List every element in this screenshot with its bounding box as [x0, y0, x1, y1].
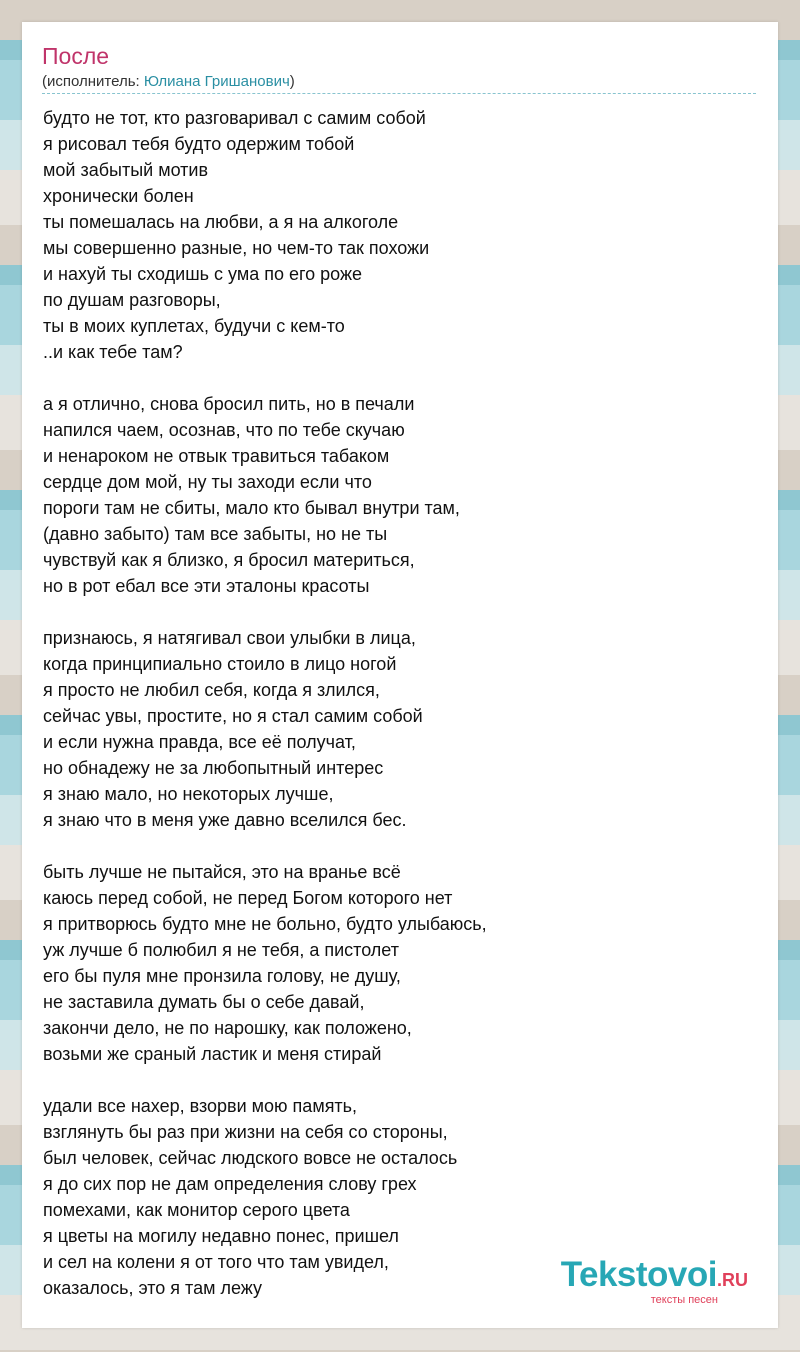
- lyric-line: оказалось, это я там лежу: [43, 1278, 263, 1298]
- lyric-line: я знаю мало, но некоторых лучше,: [43, 784, 334, 804]
- lyric-line: хронически болен: [43, 186, 194, 206]
- stanza-break: [43, 833, 758, 859]
- lyric-line: взглянуть бы раз при жизни на себя со стороны,: [43, 1122, 448, 1142]
- lyric-line: быть лучше не пытайся, это на вранье всё: [43, 862, 401, 882]
- lyric-line: я притворюсь будто мне не больно, будто улыбаюсь,: [43, 914, 487, 934]
- lyric-line: закончи дело, не по нарошку, как положено,: [43, 1018, 412, 1038]
- lyric-line: ..и как тебе там?: [43, 342, 183, 362]
- stanza-break: [43, 365, 758, 391]
- lyric-line: когда принципиально стоило в лицо ногой: [43, 654, 397, 674]
- lyric-line: я рисовал тебя будто одержим тобой: [43, 134, 355, 154]
- lyric-line: и если нужна правда, все её получат,: [43, 732, 356, 752]
- lyric-line: его бы пуля мне пронзила голову, не душу,: [43, 966, 401, 986]
- lyric-line: помехами, как монитор серого цвета: [43, 1200, 350, 1220]
- lyric-line: и ненароком не отвык травиться табаком: [43, 446, 390, 466]
- lyric-line: напился чаем, осознав, что по тебе скучаю: [43, 420, 405, 440]
- lyric-line: я знаю что в меня уже давно вселился бес.: [43, 810, 407, 830]
- lyric-line: и нахуй ты сходишь с ума по его роже: [43, 264, 363, 284]
- lyric-line: ты помешалась на любви, а я на алкоголе: [43, 212, 399, 232]
- lyrics-card: [22, 22, 778, 1328]
- artist-link[interactable]: Юлиана Гришанович: [143, 73, 290, 90]
- logo-tagline: тексты песен: [650, 1294, 718, 1306]
- lyric-line: уж лучше б полюбил я не тебя, а пистолет: [43, 940, 399, 960]
- lyric-line: сердце дом мой, ну ты заходи если что: [43, 472, 372, 492]
- lyric-line: мой забытый мотив: [43, 160, 209, 180]
- logo-tld: .RU: [717, 1270, 748, 1290]
- lyric-line: чувствуй как я близко, я бросил материться,: [43, 550, 415, 570]
- lyric-line: будто не тот, кто разговаривал с самим собой: [43, 108, 426, 128]
- logo-name: Tekstovoi: [560, 1255, 717, 1294]
- stanza-break: [43, 599, 758, 625]
- lyric-line: а я отлично, снова бросил пить, но в печали: [43, 394, 415, 414]
- lyric-line: (давно забыто) там все забыты, но не ты: [43, 524, 388, 544]
- lyric-line: был человек, сейчас людского вовсе не осталось: [43, 1148, 458, 1168]
- artist-line: [42, 73, 295, 91]
- lyric-line: не заставила думать бы о себе давай,: [43, 992, 365, 1012]
- lyric-line: я до сих пор не дам определения слову грех: [43, 1174, 417, 1194]
- lyric-line: ты в моих куплетах, будучи с кем-то: [43, 316, 345, 336]
- lyric-line: и сел на колени я от того что там увидел,: [43, 1252, 389, 1272]
- site-logo[interactable]: [561, 1257, 748, 1306]
- song-title: После: [42, 43, 110, 69]
- artist-prefix: (исполнитель:: [42, 73, 144, 90]
- lyric-line: каюсь перед собой, не перед Богом которого нет: [43, 888, 453, 908]
- lyric-line: но в рот ебал все эти эталоны красоты: [43, 576, 370, 596]
- title-divider: [42, 93, 756, 94]
- stanza-break: [43, 1067, 758, 1093]
- lyric-line: мы совершенно разные, но чем-то так похожи: [43, 238, 430, 258]
- lyric-line: сейчас увы, простите, но я стал самим собой: [43, 706, 423, 726]
- lyric-line: пороги там не сбиты, мало кто бывал внутри там,: [43, 498, 460, 518]
- artist-suffix: ): [289, 73, 295, 90]
- lyric-line: но обнадежу не за любопытный интерес: [43, 758, 384, 778]
- lyric-line: я просто не любил себя, когда я злился,: [43, 680, 380, 700]
- lyric-line: я цветы на могилу недавно понес, пришел: [43, 1226, 399, 1246]
- lyric-line: удали все нахер, взорви мою память,: [43, 1096, 358, 1116]
- logo-wordmark: [561, 1257, 748, 1298]
- lyric-line: по душам разговоры,: [43, 290, 221, 310]
- lyric-line: признаюсь, я натягивал свои улыбки в лица,: [43, 628, 416, 648]
- lyrics-text: [43, 105, 758, 1301]
- lyric-line: возьми же сраный ластик и меня стирай: [43, 1044, 382, 1064]
